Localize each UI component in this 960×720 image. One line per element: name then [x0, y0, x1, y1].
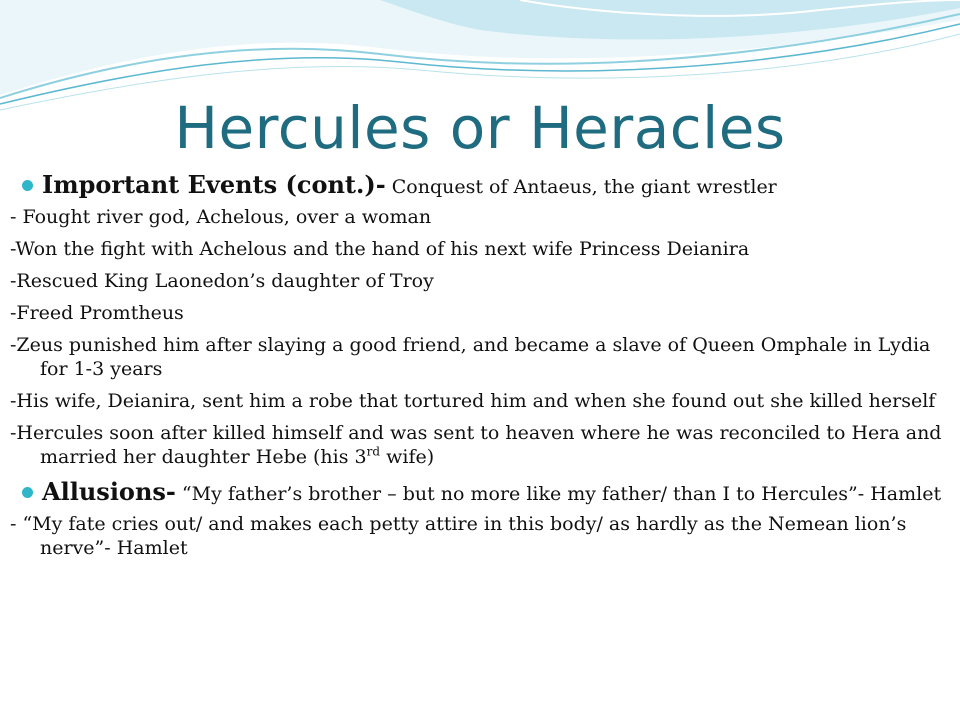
event-line: -His wife, Deianira, sent him a robe that tortured him and when she found out she killed herself	[10, 390, 936, 412]
ordinal-suffix: rd	[366, 444, 381, 459]
bullet-important-events	[10, 170, 955, 203]
bullet-icon	[22, 487, 33, 498]
event-line: -Won the fight with Achelous and the hand of his next wife Princess Deianira	[10, 238, 750, 260]
slide-title: Hercules or Heracles	[174, 94, 786, 162]
bullet-allusions	[10, 477, 955, 510]
event-line-text-end: wife)	[380, 446, 435, 468]
bullet-heading: Important Events (cont.)-	[42, 170, 386, 199]
slide-body	[10, 170, 955, 568]
event-line: -Rescued King Laonedon’s daughter of Troy	[10, 270, 434, 292]
event-line: - Fought river god, Achelous, over a woman	[10, 206, 432, 228]
bullet-heading: Allusions-	[42, 477, 176, 506]
bullet-text: “My father’s brother – but no more like my father/ than I to Hercules”- Hamlet	[175, 483, 942, 505]
allusion-line: - “My fate cries out/ and makes each petty attire in this body/ as hardly as the Nemean lion’s nerve”- Hamlet	[10, 513, 907, 559]
event-line-text: -Hercules soon after killed himself and was sent to heaven where he was reconciled to Hera and married her daughter Hebe (his 3	[10, 422, 942, 468]
event-line	[10, 421, 955, 469]
bullet-icon	[22, 180, 33, 191]
event-line: -Zeus punished him after slaying a good friend, and became a slave of Queen Omphale in Lydia for 1-3 years	[10, 334, 931, 380]
event-line: -Freed Promtheus	[10, 302, 184, 324]
bullet-text: Conquest of Antaeus, the giant wrestler	[385, 176, 777, 198]
